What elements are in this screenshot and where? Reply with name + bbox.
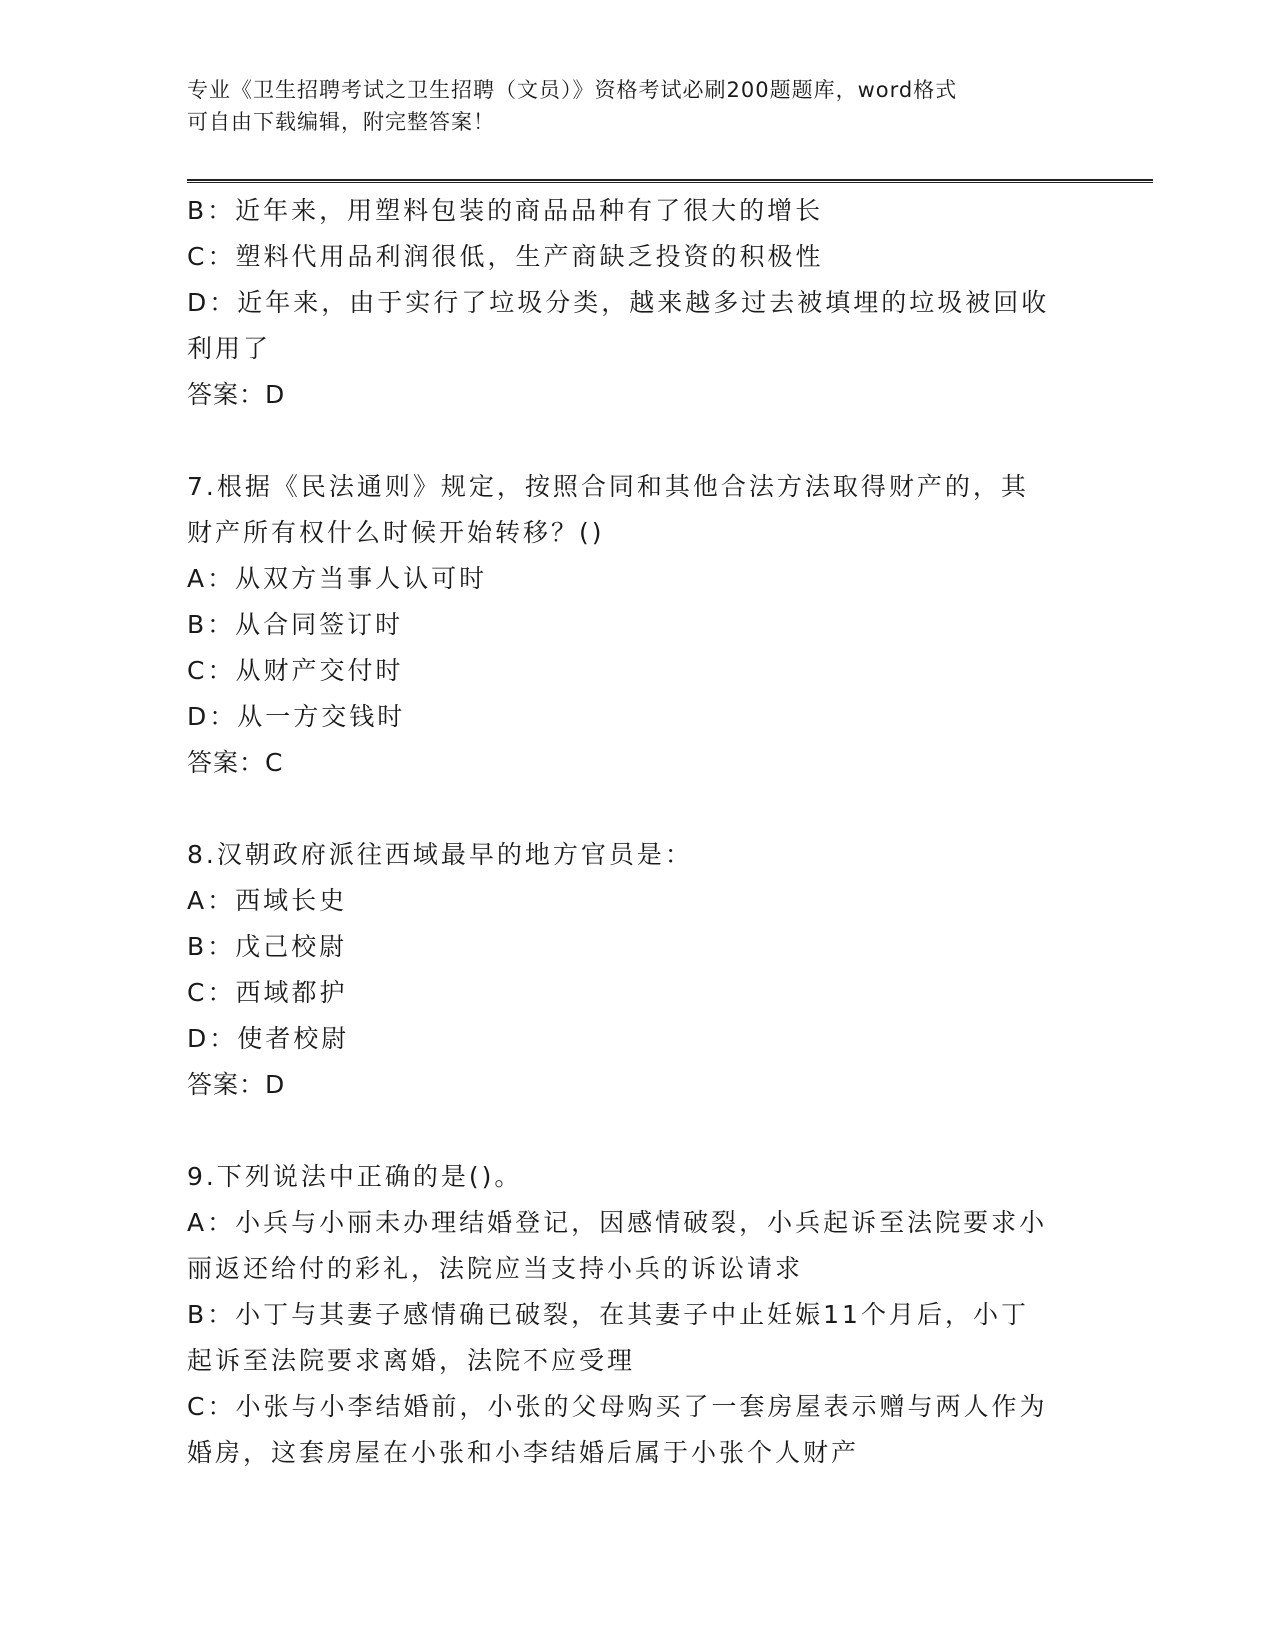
- q6-answer: 答案：D: [187, 380, 286, 409]
- q9-option-c-line-2: 婚房，这套房屋在小张和小李结婚后属于小张个人财产: [187, 1438, 860, 1467]
- spacer: [187, 786, 1087, 832]
- question-8: [187, 832, 1087, 1108]
- q6-option-d-line-1: D：近年来，由于实行了垃圾分类，越来越多过去被填埋的垃圾被回收: [187, 288, 1050, 317]
- q8-question: 8.汉朝政府派往西域最早的地方官员是：: [187, 840, 693, 869]
- question-9: [187, 1154, 1087, 1476]
- q8-answer: 答案：D: [187, 1070, 286, 1099]
- spacer: [187, 418, 1087, 464]
- q8-option-d: D：使者校尉: [187, 1024, 350, 1053]
- q8-option-a: A：西域长史: [187, 886, 348, 915]
- question-7: [187, 464, 1087, 786]
- q7-question-line-1: 7.根据《民法通则》规定，按照合同和其他合法方法取得财产的，其: [187, 472, 1029, 501]
- q7-answer: 答案：C: [187, 748, 284, 777]
- header-divider: [187, 179, 1153, 183]
- q9-option-b-line-1: B：小丁与其妻子感情确已破裂，在其妻子中止妊娠11个月后，小丁: [187, 1300, 1029, 1329]
- q8-option-b: B：戊己校尉: [187, 932, 348, 961]
- q7-question-line-2: 财产所有权什么时候开始转移？(): [187, 518, 605, 547]
- q6-option-c: C：塑料代用品利润很低，生产商缺乏投资的积极性: [187, 242, 824, 271]
- question-content: [187, 188, 1087, 1476]
- q7-option-c: C：从财产交付时: [187, 656, 404, 685]
- q7-option-a: A：从双方当事人认可时: [187, 564, 488, 593]
- q9-option-a-line-2: 丽返还给付的彩礼，法院应当支持小兵的诉讼请求: [187, 1254, 804, 1283]
- page-header: [187, 74, 1087, 138]
- q8-option-c: C：西域都护: [187, 978, 348, 1007]
- q9-question: 9.下列说法中正确的是()。: [187, 1162, 523, 1191]
- spacer: [187, 1108, 1087, 1154]
- q6-option-b: B：近年来，用塑料包装的商品品种有了很大的增长: [187, 196, 824, 225]
- q9-option-b-line-2: 起诉至法院要求离婚，法院不应受理: [187, 1346, 636, 1375]
- header-title-line-1: 专业《卫生招聘考试之卫生招聘（文员）》资格考试必刷200题题库，word格式: [187, 78, 958, 102]
- header-title-line-2: 可自由下载编辑，附完整答案！: [187, 110, 495, 134]
- q7-option-b: B：从合同签订时: [187, 610, 404, 639]
- question-6-tail: [187, 188, 1087, 418]
- q7-option-d: D：从一方交钱时: [187, 702, 406, 731]
- q9-option-c-line-1: C：小张与小李结婚前，小张的父母购买了一套房屋表示赠与两人作为: [187, 1392, 1048, 1421]
- q9-option-a-line-1: A：小兵与小丽未办理结婚登记，因感情破裂，小兵起诉至法院要求小: [187, 1208, 1048, 1237]
- q6-option-d-line-2: 利用了: [187, 334, 272, 363]
